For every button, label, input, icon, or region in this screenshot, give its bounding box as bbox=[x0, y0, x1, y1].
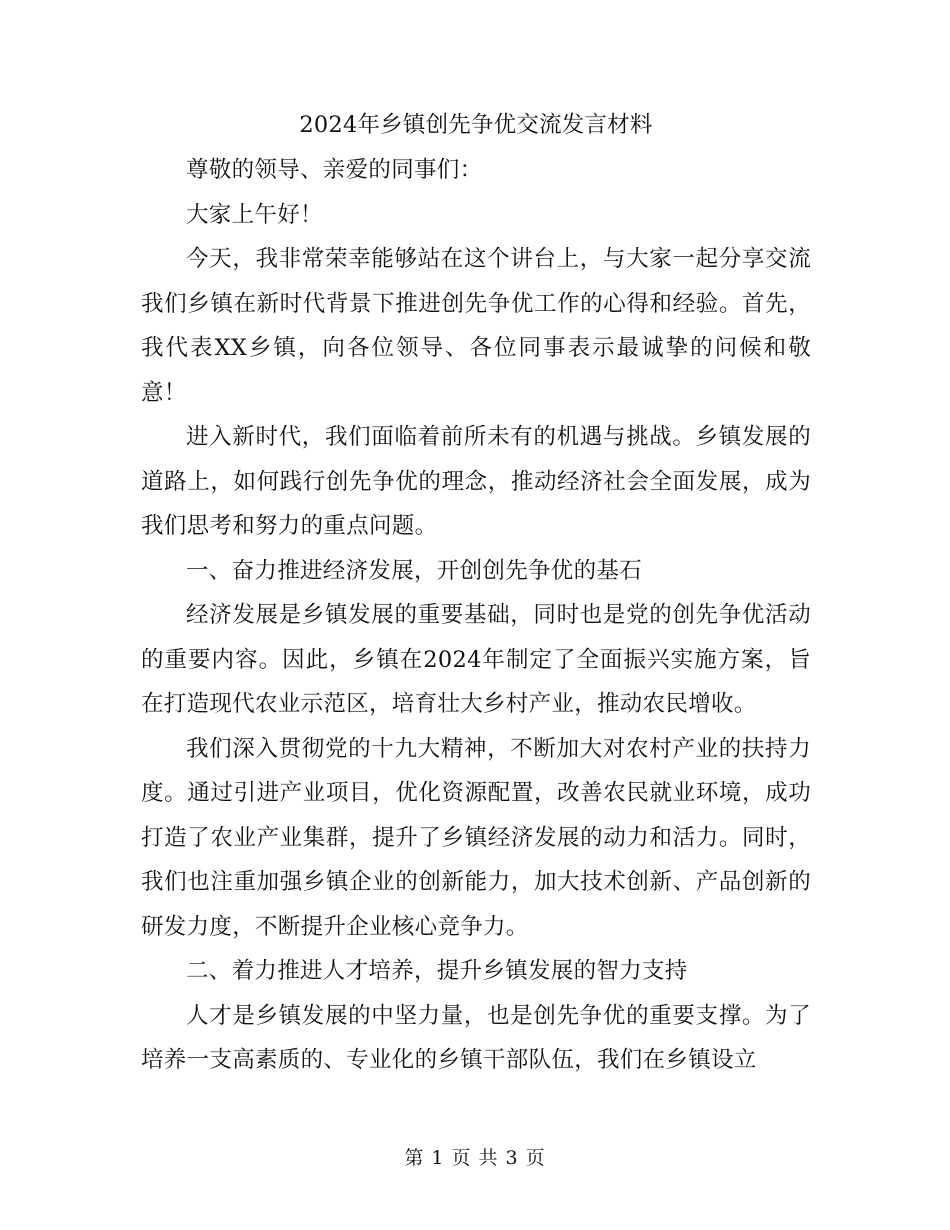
salutation: 尊敬的领导、亲爱的同事们： bbox=[186, 157, 483, 183]
intro-paragraph-1: 今天，我非常荣幸能够站在这个讲台上，与大家一起分享交流我们乡镇在新时代背景下推进创先争优工作的心得和经验。首先，我代表XX乡镇，向各位领导、各位同事表示最诚挚的问候和敬意！ bbox=[141, 246, 811, 406]
page-number-footer: 第 1 页 共 3 页 bbox=[404, 1147, 546, 1169]
section-2-heading: 二、着力推进人才培养，提升乡镇发展的智力支持 bbox=[186, 958, 688, 984]
section-1-paragraph-2: 我们深入贯彻党的十九大精神，不断加大对农村产业的扶持力度。通过引进产业项目，优化资源配置，改善农民就业环境，成功打造了农业产业集群，提升了乡镇经济发展的动力和活力。同时，我们也注重加强乡镇企业的创新能力，加大技术创新、产品创新的研发力度，不断提升企业核心竞争力。 bbox=[141, 735, 811, 940]
section-1-paragraph-1: 经济发展是乡镇发展的重要基础，同时也是党的创先争优活动的重要内容。因此，乡镇在2024年制定了全面振兴实施方案，旨在打造现代农业示范区，培育壮大乡村产业，推动农民增收。 bbox=[141, 602, 811, 717]
document-body bbox=[141, 102, 811, 1083]
document-title: 2024年乡镇创先争优交流发言材料 bbox=[299, 112, 653, 138]
greeting: 大家上午好！ bbox=[186, 201, 323, 228]
section-1-heading: 一、奋力推进经济发展，开创创先争优的基石 bbox=[186, 557, 643, 584]
section-2-paragraph-1: 人才是乡镇发展的中坚力量，也是创先争优的重要支撑。为了培养一支高素质的、专业化的乡镇干部队伍，我们在乡镇设立 bbox=[141, 1002, 811, 1073]
intro-paragraph-2: 进入新时代，我们面临着前所未有的机遇与挑战。乡镇发展的道路上，如何践行创先争优的理念，推动经济社会全面发展，成为我们思考和努力的重点问题。 bbox=[141, 424, 811, 539]
